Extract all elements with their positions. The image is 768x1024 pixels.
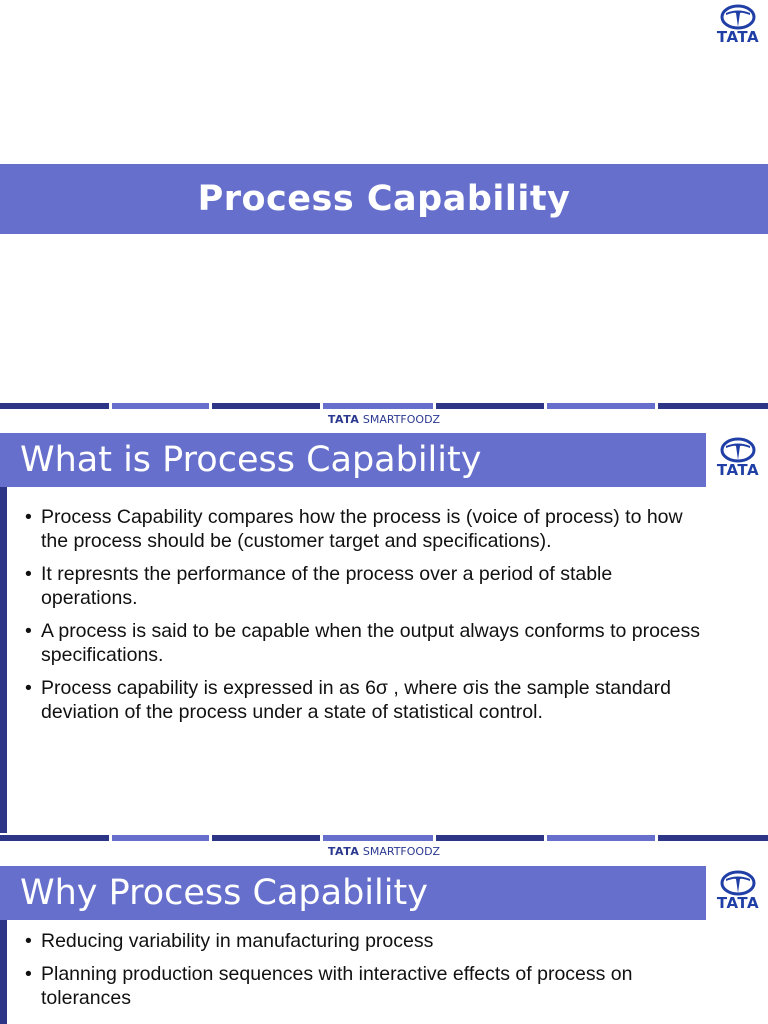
footer-brand-bold: TATA: [327, 413, 360, 426]
list-item: • Process capability is expressed in as 6σ , where σis the sample standard deviation of the process under a state of statistical control.: [22, 676, 702, 724]
tata-logo-text: TATA: [716, 28, 760, 46]
left-accent-rule: [0, 487, 7, 833]
tata-emblem-icon: [720, 870, 756, 896]
footer-brand-bold: TATA: [327, 845, 360, 858]
slide-3: [0, 866, 768, 1024]
footer-brand-rest: SMARTFOODZ: [359, 413, 441, 426]
slide-2: [0, 433, 768, 833]
slide-1: [0, 0, 768, 400]
section-title: Why Process Capability: [20, 873, 428, 913]
section-title-bar: [0, 433, 706, 487]
footer-brand: [0, 413, 768, 426]
list-item: • Planning production sequences with interactive effects of process on tolerances: [22, 962, 702, 1010]
left-accent-rule: [0, 920, 7, 1024]
footer-brand-rest: SMARTFOODZ: [359, 845, 441, 858]
presentation-title: Process Capability: [197, 179, 571, 219]
title-band: [0, 164, 768, 234]
list-item: • It represnts the performance of the process over a period of stable operations.: [22, 562, 702, 610]
bullet-list: [22, 929, 702, 1019]
list-item: • Process Capability compares how the process is (voice of process) to how the process should be (customer target and specifications).: [22, 505, 702, 553]
tata-emblem-icon: [720, 4, 756, 30]
list-item: • Reducing variability in manufacturing process: [22, 929, 702, 953]
footer-brand: [0, 845, 768, 858]
bullet-list: [22, 505, 702, 733]
section-title: What is Process Capability: [20, 440, 482, 480]
list-item: • A process is said to be capable when the output always conforms to process specifications.: [22, 619, 702, 667]
section-title-bar: [0, 866, 706, 920]
tata-logo-text: TATA: [716, 894, 760, 912]
tata-emblem-icon: [720, 437, 756, 463]
tata-logo: [708, 437, 768, 483]
tata-logo-text: TATA: [716, 461, 760, 479]
tata-logo: [708, 4, 768, 50]
tata-logo: [708, 870, 768, 916]
